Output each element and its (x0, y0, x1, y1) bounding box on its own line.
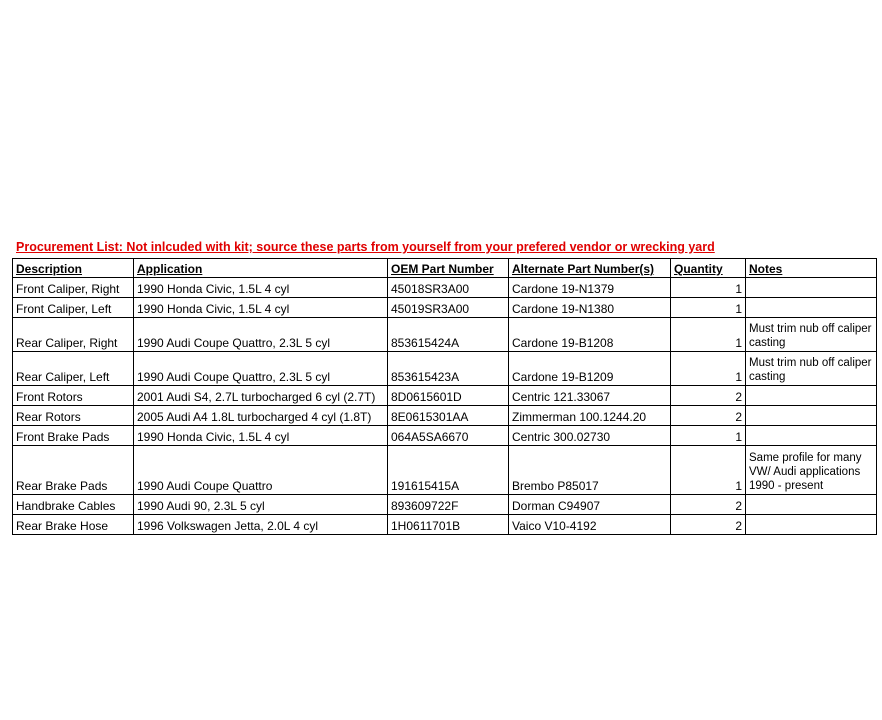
table-row (13, 278, 877, 298)
cell-oem: 8E0615301AA (388, 406, 509, 426)
table-row (13, 406, 877, 426)
cell-application: 1990 Audi 90, 2.3L 5 cyl (134, 495, 388, 515)
cell-alternate: Cardone 19-B1208 (509, 318, 671, 352)
cell-description: Rear Brake Hose (13, 515, 134, 535)
header-application: Application (134, 259, 388, 278)
cell-description: Front Caliper, Right (13, 278, 134, 298)
cell-application: 1990 Honda Civic, 1.5L 4 cyl (134, 298, 388, 318)
cell-application: 1990 Honda Civic, 1.5L 4 cyl (134, 278, 388, 298)
cell-quantity: 1 (671, 298, 746, 318)
header-oem-part-number: OEM Part Number (388, 259, 509, 278)
cell-oem: 45019SR3A00 (388, 298, 509, 318)
cell-alternate: Centric 121.33067 (509, 386, 671, 406)
cell-alternate: Cardone 19-B1209 (509, 352, 671, 386)
cell-application: 1990 Audi Coupe Quattro (134, 446, 388, 495)
cell-description: Rear Brake Pads (13, 446, 134, 495)
cell-notes (746, 278, 877, 298)
table-row (13, 426, 877, 446)
cell-quantity: 2 (671, 386, 746, 406)
cell-description: Rear Rotors (13, 406, 134, 426)
cell-description: Front Caliper, Left (13, 298, 134, 318)
cell-oem: 064A5SA6670 (388, 426, 509, 446)
cell-alternate: Cardone 19-N1380 (509, 298, 671, 318)
cell-alternate: Centric 300.02730 (509, 426, 671, 446)
cell-application: 1996 Volkswagen Jetta, 2.0L 4 cyl (134, 515, 388, 535)
cell-application: 2005 Audi A4 1.8L turbocharged 4 cyl (1.8T) (134, 406, 388, 426)
cell-application: 1990 Audi Coupe Quattro, 2.3L 5 cyl (134, 318, 388, 352)
cell-alternate: Cardone 19-N1379 (509, 278, 671, 298)
cell-alternate: Dorman C94907 (509, 495, 671, 515)
cell-notes (746, 298, 877, 318)
cell-application: 1990 Honda Civic, 1.5L 4 cyl (134, 426, 388, 446)
table-row (13, 446, 877, 495)
cell-oem: 853615424A (388, 318, 509, 352)
cell-notes (746, 386, 877, 406)
cell-alternate: Zimmerman 100.1244.20 (509, 406, 671, 426)
cell-oem: 191615415A (388, 446, 509, 495)
header-alternate-part-numbers: Alternate Part Number(s) (509, 259, 671, 278)
cell-quantity: 2 (671, 495, 746, 515)
cell-notes: Must trim nub off caliper casting (746, 318, 877, 352)
cell-description: Front Rotors (13, 386, 134, 406)
table-row (13, 352, 877, 386)
table-row (13, 495, 877, 515)
table-row (13, 515, 877, 535)
table-row (13, 318, 877, 352)
header-notes: Notes (746, 259, 877, 278)
cell-notes (746, 426, 877, 446)
cell-description: Rear Caliper, Right (13, 318, 134, 352)
cell-quantity: 2 (671, 515, 746, 535)
cell-notes (746, 495, 877, 515)
cell-application: 2001 Audi S4, 2.7L turbocharged 6 cyl (2.7T) (134, 386, 388, 406)
cell-notes: Must trim nub off caliper casting (746, 352, 877, 386)
header-quantity: Quantity (671, 259, 746, 278)
cell-quantity: 1 (671, 278, 746, 298)
procurement-title: Procurement List: Not inlcuded with kit; source these parts from yourself from your prefered vendor or wrecking yard (16, 240, 715, 254)
cell-description: Handbrake Cables (13, 495, 134, 515)
cell-notes: Same profile for many VW/ Audi applications 1990 - present (746, 446, 877, 495)
cell-description: Rear Caliper, Left (13, 352, 134, 386)
cell-notes (746, 406, 877, 426)
cell-description: Front Brake Pads (13, 426, 134, 446)
cell-quantity: 1 (671, 352, 746, 386)
cell-notes (746, 515, 877, 535)
cell-application: 1990 Audi Coupe Quattro, 2.3L 5 cyl (134, 352, 388, 386)
header-description: Description (13, 259, 134, 278)
cell-oem: 853615423A (388, 352, 509, 386)
cell-quantity: 2 (671, 406, 746, 426)
cell-alternate: Vaico V10-4192 (509, 515, 671, 535)
header-row (13, 259, 877, 278)
cell-alternate: Brembo P85017 (509, 446, 671, 495)
cell-quantity: 1 (671, 446, 746, 495)
cell-oem: 45018SR3A00 (388, 278, 509, 298)
cell-quantity: 1 (671, 318, 746, 352)
table-row (13, 386, 877, 406)
cell-quantity: 1 (671, 426, 746, 446)
table-row (13, 298, 877, 318)
cell-oem: 1H0611701B (388, 515, 509, 535)
cell-oem: 893609722F (388, 495, 509, 515)
procurement-table (12, 258, 877, 535)
cell-oem: 8D0615601D (388, 386, 509, 406)
